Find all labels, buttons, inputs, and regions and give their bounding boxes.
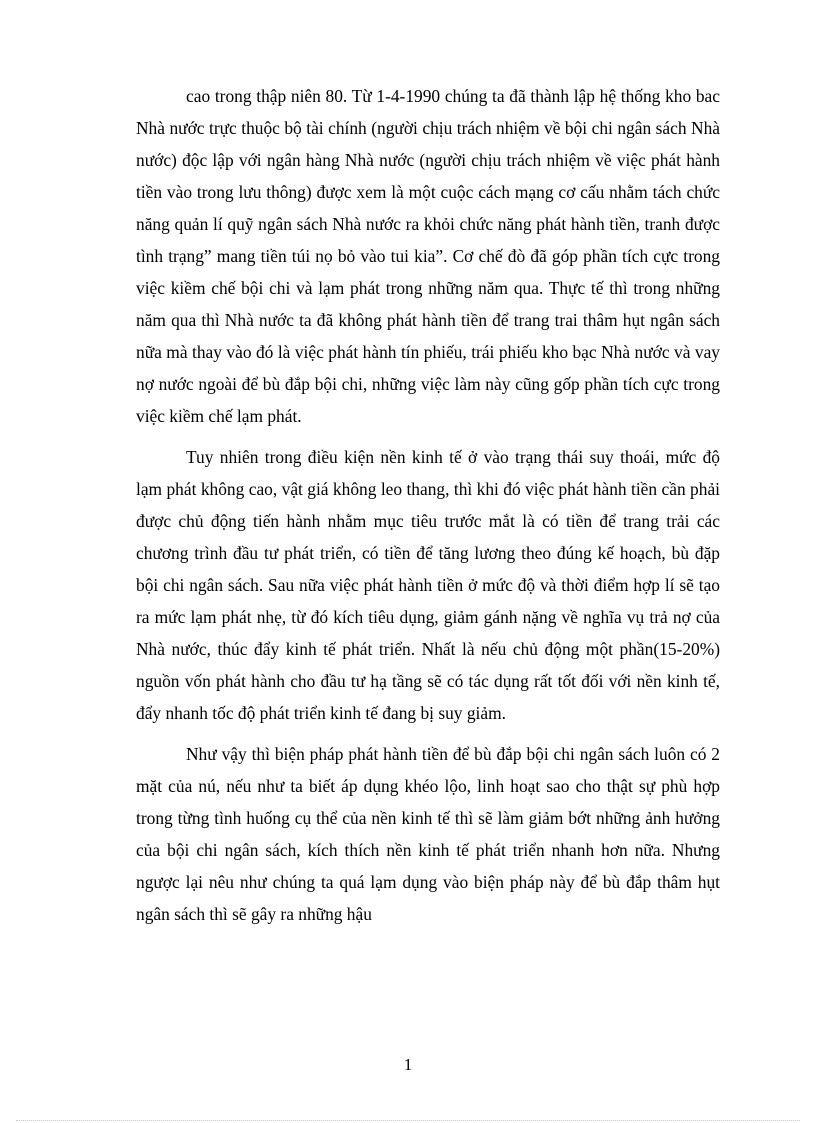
- page-boundary-divider: [16, 1120, 800, 1121]
- paragraph-3: Như vậy thì biện pháp phát hành tiền để bù đắp bội chi ngân sách luôn có 2 mặt của nú, nếu như ta biết áp dụng khéo lộo, linh hoạt sao cho thật sự phù hợp trong từng tình huống cụ thể của nền kinh tế thì sẽ làm giảm bớt những ảnh hưởng của bội chi ngân sách, kích thích nền kinh tế phát triển nhanh hơn nữa. Nhưng ngược lại nêu như chúng ta quá lạm dụng vào biện pháp này để bù đắp thâm hụt ngân sách thì sẽ gây ra những hậu: [136, 744, 720, 924]
- paragraph-2: Tuy nhiên trong điều kiện nền kinh tế ở vào trạng thái suy thoái, mức độ lạm phát không cao, vật giá không leo thang, thì khi đó việc phát hành tiền cần phải được chủ động tiến hành nhằm mục tiêu trước mắt là có tiền để trang trải các chương trình đầu tư phát triển, có tiền để tăng lương theo đúng kế hoạch, bù đặp bội chi ngân sách. Sau nữa việc phát hành tiền ở mức độ và thời điểm hợp lí sẽ tạo ra mức lạm phát nhẹ, từ đó kích tiêu dụng, giảm gánh nặng về nghĩa vụ trả nợ của Nhà nước, thúc đẩy kinh tế phát triển. Nhất là nếu chủ động một phần(15-20%) nguồn vốn phát hành cho đầu tư hạ tầng sẽ có tác dụng rất tốt đối với nền kinh tế, đẩy nhanh tốc độ phát triển kinh tế đang bị suy giảm.: [136, 447, 720, 723]
- paragraph-1: cao trong thập niên 80. Từ 1-4-1990 chúng ta đã thành lập hệ thống kho bac Nhà nước trực thuộc bộ tài chính (người chịu trách nhiệm về bội chi ngân sách Nhà nước) độc lập với ngân hàng Nhà nước (người chịu trách nhiệm về việc phát hành tiền vào trong lưu thông) được xem là một cuộc cách mạng cơ cấu nhằm tách chức năng quản lí quỹ ngân sách Nhà nước ra khỏi chức năng phát hành tiền, tranh được tình trạng” mang tiền túi nọ bỏ vào tui kia”. Cơ chế đò đã góp phần tích cực trong việc kiềm chế bội chi và lạm phát trong những năm qua. Thực tế thì trong những năm qua thì Nhà nước ta đã không phát hành tiền để trang trai thâm hụt ngân sách nữa mà thay vào đó là việc phát hành tín phiếu, trái phiếu kho bạc Nhà nước và vay nợ nước ngoài để bù đắp bội chi, những việc làm này cũng gốp phần tích cực trong việc kiềm chế lạm phát.: [136, 86, 720, 426]
- page-number: 1: [403, 1055, 413, 1074]
- document-body: [136, 80, 720, 939]
